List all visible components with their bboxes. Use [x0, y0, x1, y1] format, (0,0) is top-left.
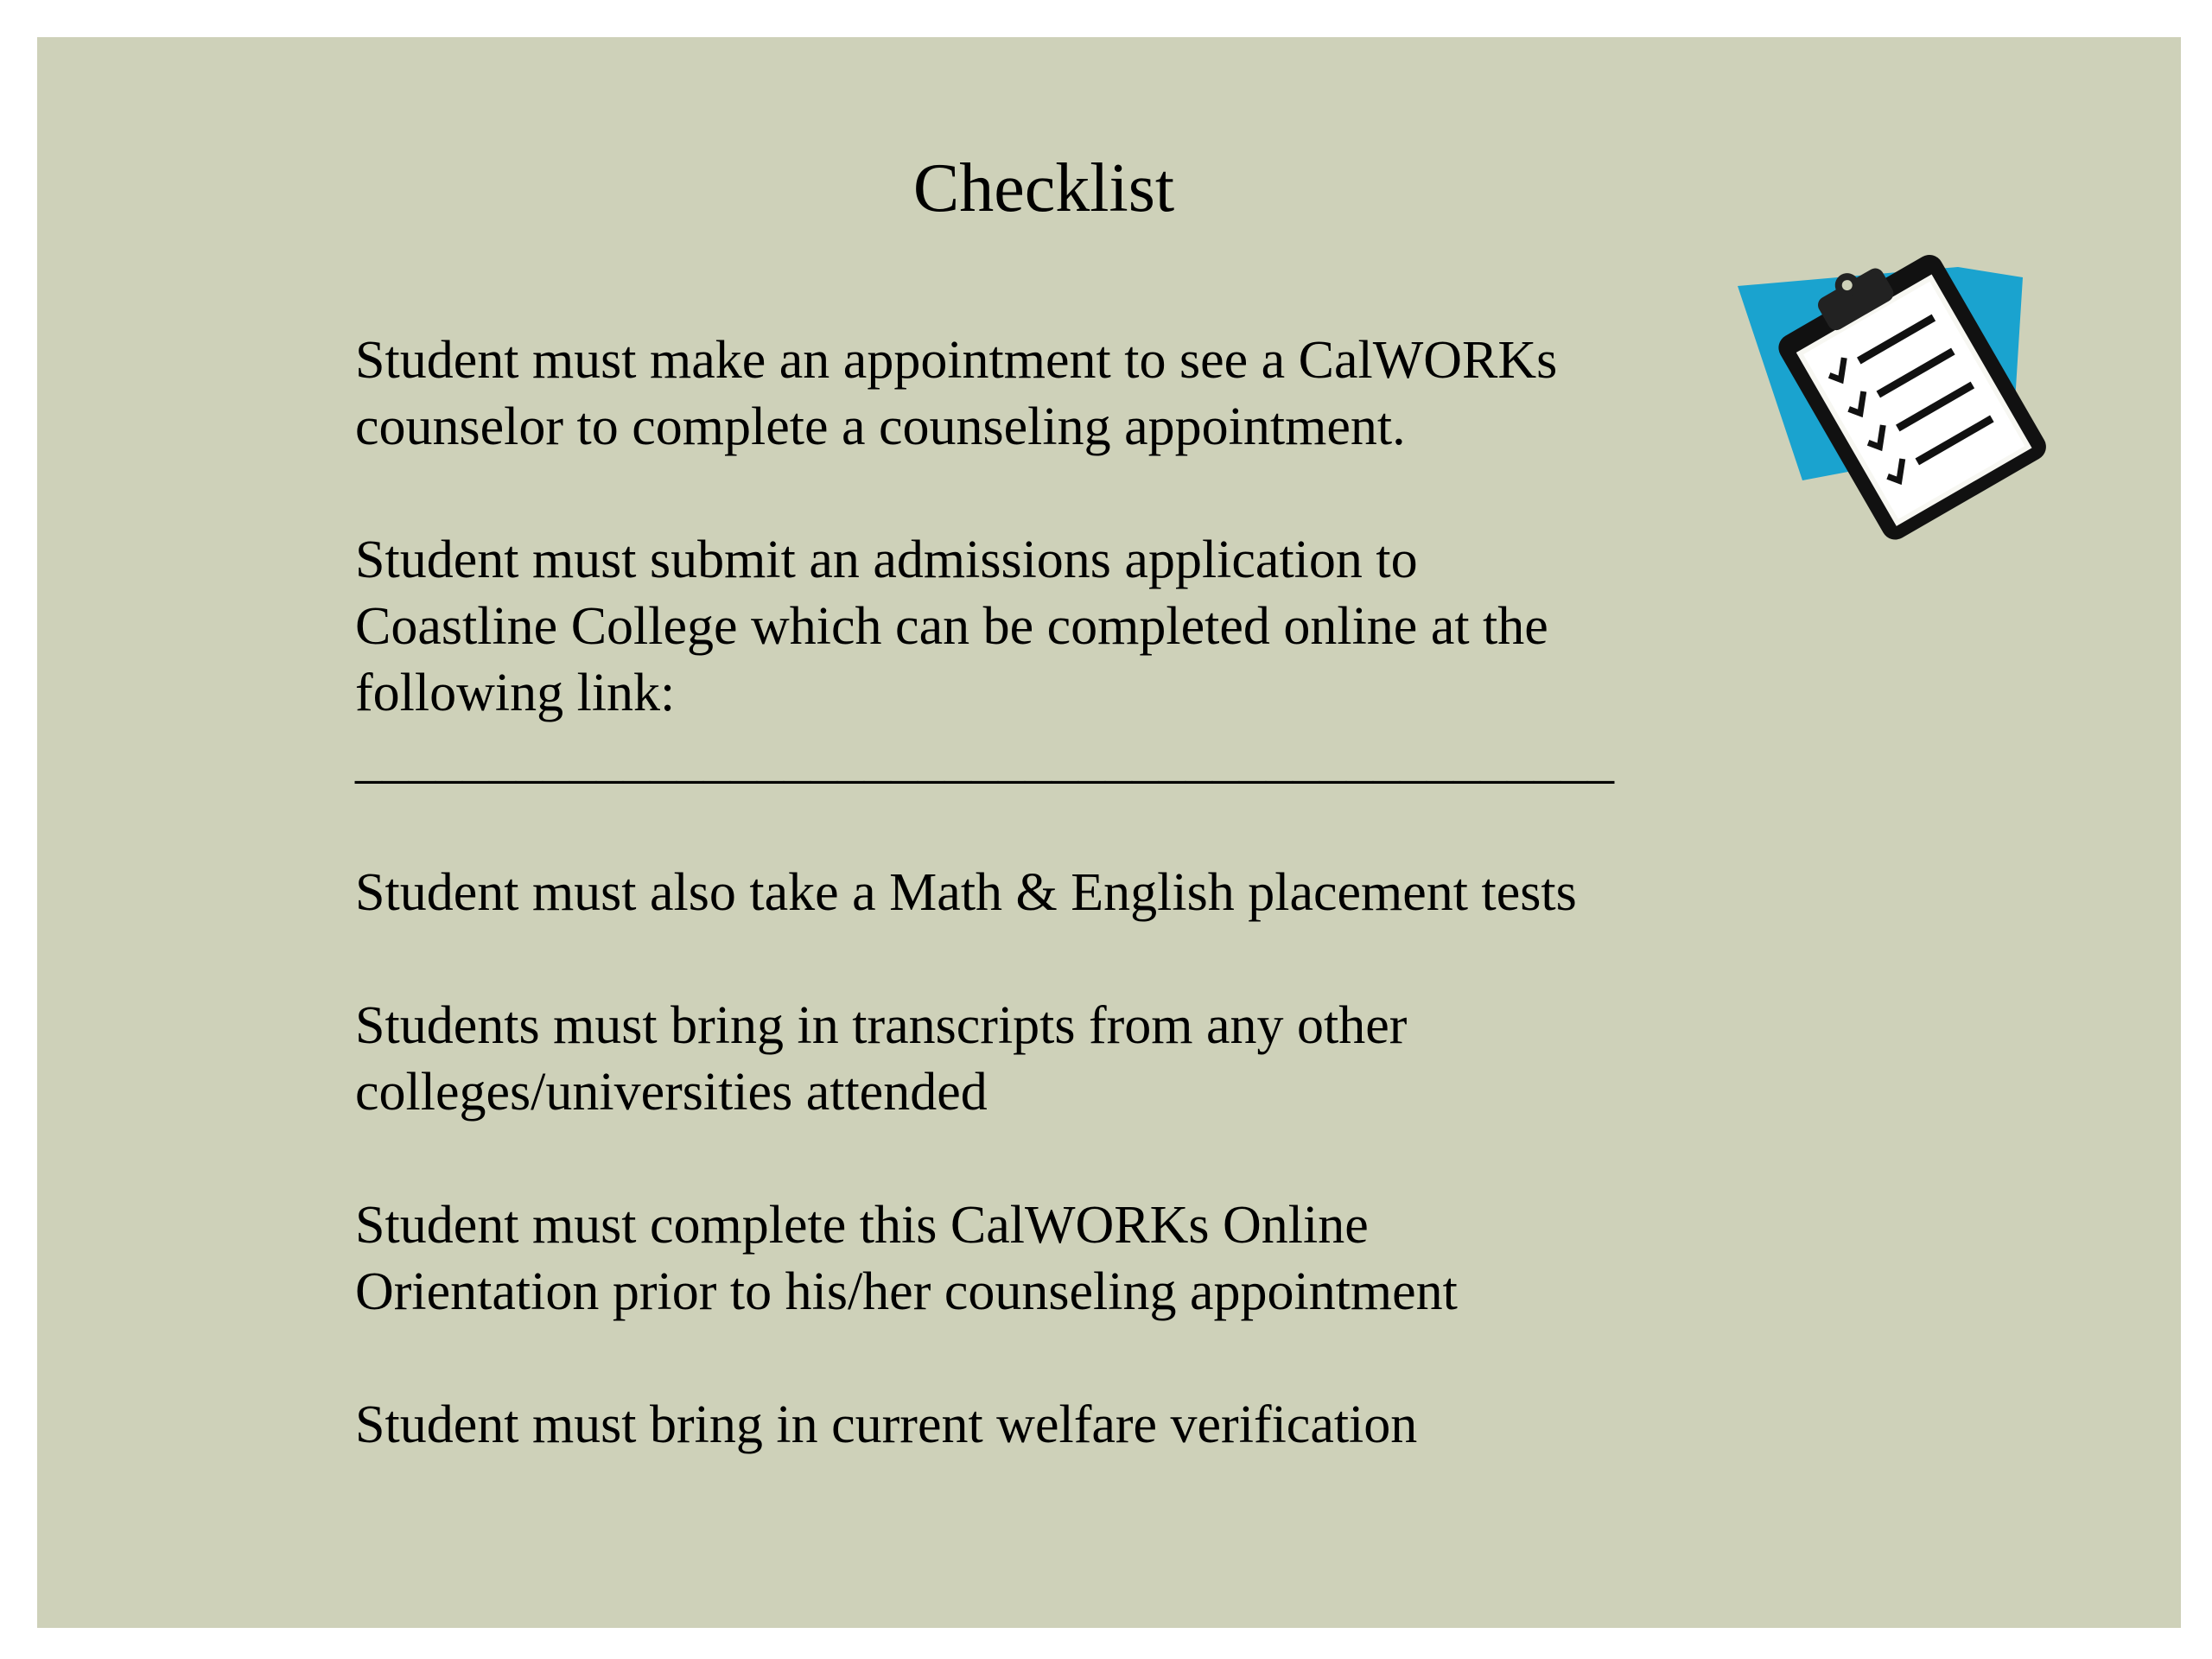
checklist-item-welfare-verification: Student must bring in current welfare verification [355, 1395, 1418, 1454]
checklist-content [355, 327, 1738, 1525]
checklist-item-transcripts: Students must bring in transcripts from any other colleges/universities attended [355, 996, 1408, 1122]
slide-title: Checklist [912, 150, 1175, 226]
checklist-item-admissions: Student must submit an admissions application to Coastline College which can be completed online at the following link: [355, 531, 1548, 722]
clipboard-checklist-icon [1738, 234, 2075, 554]
checklist-item-orientation: Student must complete this CalWORKs Online Orientation prior to his/her counseling appointment [355, 1196, 1458, 1321]
checklist-item-placement-tests: Student must also take a Math & English placement tests [355, 863, 1577, 922]
checklist-item-counseling: Student must make an appointment to see a CalWORKs counselor to complete a counseling appointment. [355, 331, 1558, 456]
link-blank-line: _______________________________________________ [355, 730, 1614, 789]
slide [37, 37, 2181, 1628]
